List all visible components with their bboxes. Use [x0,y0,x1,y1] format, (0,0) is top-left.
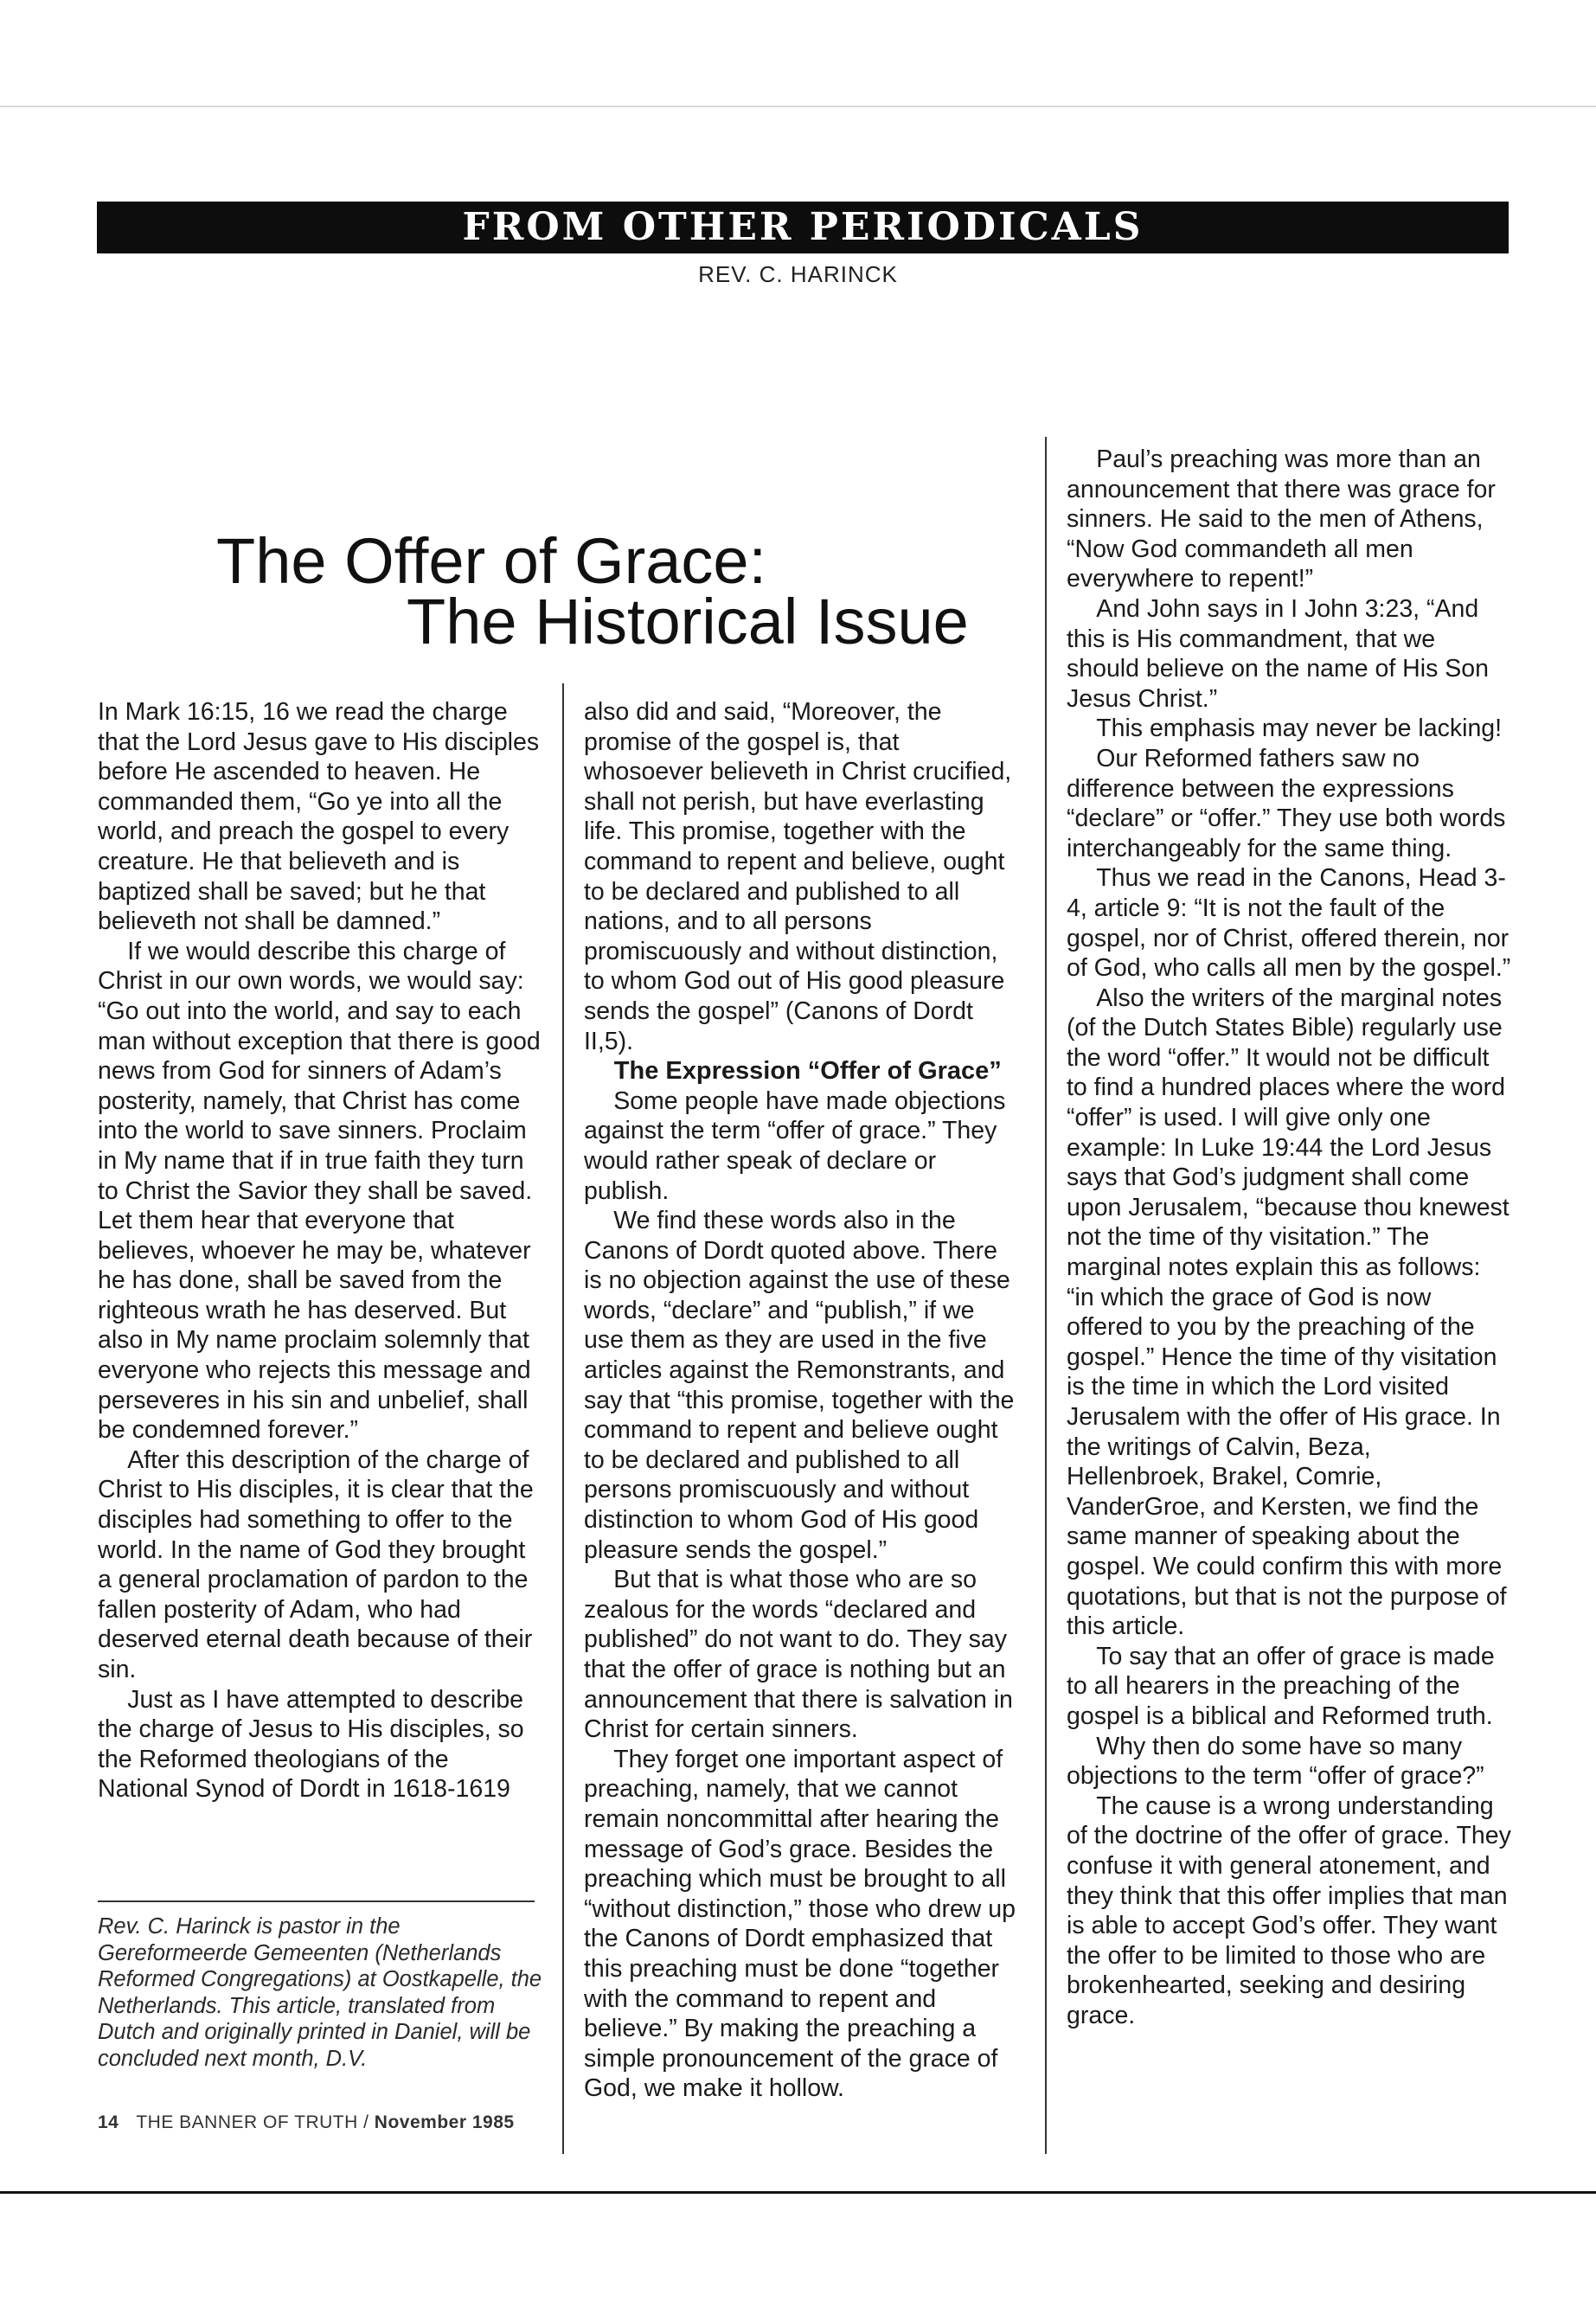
author-bio [98,1913,548,2072]
column-divider-2 [1045,437,1047,2154]
column-2 [584,697,1016,2104]
issue-date: November 1985 [374,2112,515,2132]
section-banner: FROM OTHER PERIODICALS [97,202,1509,253]
paragraph: Some people have made objections against the term “offer of grace.” They would rather speak of declare or publish. [584,1086,1006,1205]
paragraph: This emphasis may never be lacking! [1096,715,1503,743]
page-footer [98,2112,515,2133]
author-bio-text: Rev. C. Harinck is pastor in the Gereformeerde Gemeenten (Netherlands Reformed Congregations) at Oostkapelle, the Netherlands. This article, translated from Dutch and originally printed in Daniel, will be concluded next month, D.V. [98,1914,542,2071]
paragraph: Our Reformed fathers saw no difference between the expressions “declare” or “offer.” They use both words interchangeably for the same thing. [1067,744,1506,862]
article-title-line1: The Offer of Grace: [216,525,767,597]
paragraph: Why then do some have so many objections to the term “offer of grace?” [1067,1732,1484,1791]
paragraph: After this description of the charge of Christ to His disciples, it is clear that the disciples had something to offer to the world. In the name of God they brought a general proclamation of pardon to the fallen posterity of Adam, who had deserved eternal death because of their sin. [98,1445,534,1683]
column-3 [1067,445,1513,2030]
paragraph: They forget one important aspect of preaching, namely, that we cannot remain noncommittal after hearing the message of God’s grace. Besides the preaching which must be brought to all “without distinction,” those who drew up the Canons of Dordt emphasized that this preaching must be done “together with the command to repent and believe.” By making the preaching a simple pronouncement of the grace of God, we make it hollow. [584,1745,1016,2103]
paragraph: Just as I have attempted to describe the charge of Jesus to His disciples, so the Reformed theologians of the National Synod of Dordt in 1618-1619 [98,1685,524,1804]
article-title-line2: The Historical Issue [407,586,969,657]
paragraph: If we would describe this charge of Christ in our own words, we would say: “Go out into the world, and say to each man without exception that there is good news from God for sinners of Adam’s posterity, namely, that Christ has come into the world to save sinners. Proclaim in My name that if in true faith they turn to Christ the Savior they shall be saved. Let them hear that everyone that believes, whoever he may be, whatever he has done, shall be saved from the righteous wrath he has deserved. But also in My name proclaim solemnly that everyone who rejects this message and perseveres in his sin and unbelief, shall be condemned forever.” [98,937,541,1445]
section-subheading: The Expression “Offer of Grace” [613,1057,1002,1086]
column-divider-1 [562,683,564,2154]
paragraph: Thus we read in the Canons, Head 3-4, article 9: “It is not the fault of the gospel, nor of Christ, offered therein, nor of God, who calls all men by the gospel.” [1067,864,1511,983]
column-1 [98,697,546,1804]
page-border-top [0,106,1596,107]
paragraph: Paul’s preaching was more than an announcement that there was grace for sinners. He said to the men of Athens, “Now God commandeth all men everywhere to repent!” [1067,445,1496,593]
paragraph: Also the writers of the marginal notes (of the Dutch States Bible) regularly use the word “offer.” It would not be difficult to find a hundred places where the word “offer” is used. I will give only one example: In Luke 19:44 the Lord Jesus says that God’s judgment shall come upon Jerusalem, “because thou knewest not the time of thy visitation.” The marginal notes explain this as follows: “in which the grace of God is now offered to you by the preaching of the gospel.” Hence the time of thy visitation is the time in which the Lord visited Jerusalem with the offer of His grace. In the writings of Calvin, Beza, Hellenbroek, Brakel, Comrie, VanderGroe, and Kersten, we find the same manner of speaking about the gospel. We could confirm this with more quotations, but that is not the purpose of this article. [1067,984,1509,1641]
page-border-bottom [0,2191,1596,2194]
page-number: 14 [98,2112,119,2132]
paragraph: And John says in I John 3:23, “And this is His commandment, that we should believe on the name of His Son Jesus Christ.” [1067,594,1489,713]
publication-name: THE BANNER OF TRUTH / [136,2112,369,2132]
paragraph: But that is what those who are so zealous for the words “declared and published” do not want to do. They say that the offer of grace is nothing but an announcement that there is salvation in Christ for certain sinners. [584,1566,1013,1744]
paragraph: In Mark 16:15, 16 we read the charge that the Lord Jesus gave to His disciples before He ascended to heaven. He commanded them, “Go ye into all the world, and preach the gospel to every creature. He that believeth and is baptized shall be saved; but he that believeth not shall be damned.” [98,698,540,936]
author-byline: REV. C. HARINCK [698,261,898,287]
paragraph: We find these words also in the Canons of Dordt quoted above. There is no objection against the use of these words, “declare” and “publish,” if we use them as they are used in the five articles against the Remonstrants, and say that “this promise, together with the command to repent and believe ought to be declared and published to all persons promiscuously and without distinction to whom God of His good pleasure sends the gospel.” [584,1207,1015,1564]
bio-divider [98,1900,535,1902]
paragraph: To say that an offer of grace is made to all hearers in the preaching of the gospel is a biblical and Reformed truth. [1067,1642,1495,1730]
paragraph: also did and said, “Moreover, the promise of the gospel is, that whosoever believeth in Christ crucified, shall not perish, but have everlasting life. This promise, together with the command to repent and believe, ought to be declared and published to all nations, and to all persons promiscuously and without distinction, to whom God out of His good pleasure sends the gospel” (Canons of Dordt II,5). [584,698,1012,1055]
paragraph: The cause is a wrong understanding of the doctrine of the offer of grace. They confuse it with general atonement, and they think that this offer implies that man is able to accept God’s offer. They want the offer to be limited to those who are brokenhearted, seeking and desiring grace. [1067,1791,1511,2029]
